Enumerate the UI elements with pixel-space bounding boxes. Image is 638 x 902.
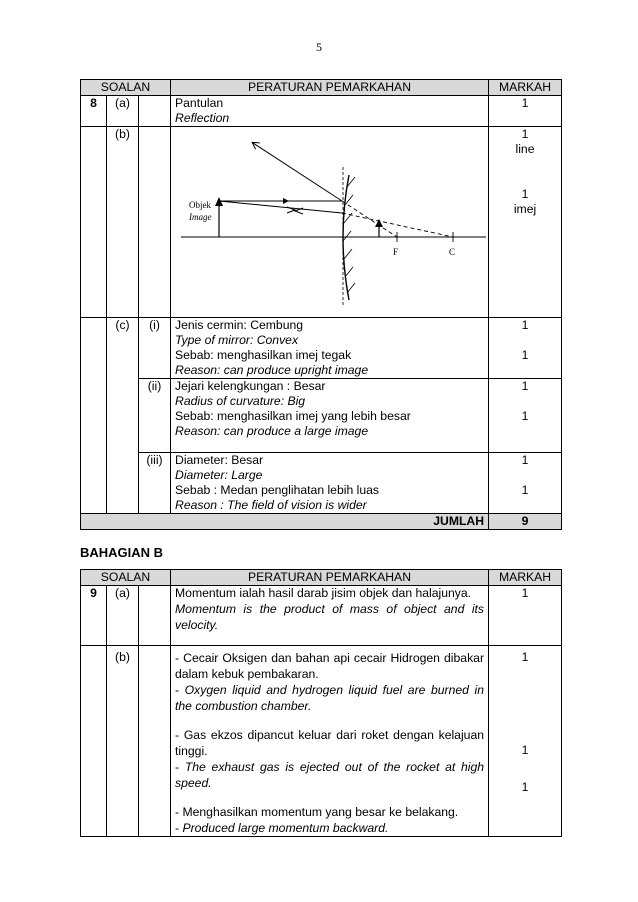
virtual-ray-to-c	[342, 213, 453, 237]
marking-table-section-b	[80, 569, 562, 837]
part-label: (a)	[107, 586, 139, 646]
reflected-ray	[253, 143, 342, 201]
answer-text: - Cecair Oksigen dan bahan api cecair Hidrogen dibakar dalam kebuk pembakaran.	[175, 651, 485, 681]
answer-text-en: Type of mirror: Convex	[175, 333, 299, 347]
answer-text: Sebab : Medan penglihatan lebih luas	[175, 483, 379, 497]
answer-text-en: Momentum is the product of mass of object and its velocity.	[175, 602, 485, 632]
dash: -	[175, 683, 180, 697]
answer-text-en: Diameter: Large	[175, 468, 263, 482]
part-label: (a)	[107, 96, 139, 127]
ray-toward-c	[219, 201, 342, 213]
header-peraturan: PERATURAN PEMARKAHAN	[171, 80, 489, 96]
center-curvature-label: C	[449, 247, 456, 257]
mark-value: 1	[521, 409, 529, 423]
subpart-label: (i)	[139, 318, 171, 379]
part-label: (b)	[107, 127, 139, 318]
image-label: Image	[189, 212, 212, 222]
answer-text: Momentum ialah hasil darab jisim objek dan halajunya.	[175, 586, 472, 600]
answer-text-en: Reason: can produce a large image	[175, 424, 369, 438]
answer-text: Sebab: menghasilkan imej yang lebih besar	[175, 409, 411, 423]
answer-text-en: The exhaust gas is ejected out of the rocket at high speed.	[175, 760, 485, 790]
mark-value: 1	[521, 650, 529, 664]
mark-value: 1	[521, 483, 529, 497]
dash: -	[175, 760, 180, 774]
answer-text: Sebab: menghasilkan imej tegak	[175, 348, 352, 362]
header-soalan: SOALAN	[81, 80, 171, 96]
answer-text: Jenis cermin: Cembung	[175, 318, 304, 332]
mark-value: 1	[521, 453, 529, 467]
mark-value: 1	[521, 318, 529, 332]
answer-text-en: Reason : The field of vision is wider	[175, 498, 367, 512]
answer-text: - Gas ekzos dipancut keluar dari roket dengan kelajuan tinggi.	[175, 728, 485, 758]
answer-text-en: Reflection	[175, 111, 230, 125]
focal-point-label: F	[393, 247, 399, 257]
image-arrow-head	[375, 219, 383, 227]
mark-value: 1	[521, 780, 529, 794]
header-peraturan: PERATURAN PEMARKAHAN	[171, 570, 489, 586]
question-number: 8	[81, 96, 107, 127]
ray-arrow-head	[283, 198, 289, 204]
answer-text-en: Produced large momentum backward.	[182, 821, 389, 835]
subpart-label: (iii)	[139, 453, 171, 514]
part-label: (b)	[107, 646, 139, 837]
mark-value: 1	[521, 379, 529, 393]
part-label: (c)	[107, 318, 139, 379]
mark-value: 1	[489, 96, 562, 127]
page-number: 5	[316, 40, 322, 54]
answer-text-en: Oxygen liquid and hydrogen liquid fuel are burned in the combustion chamber.	[175, 683, 485, 713]
total-value: 9	[489, 514, 562, 530]
section-title: BAHAGIAN B	[80, 545, 164, 560]
dash: -	[175, 821, 180, 835]
ray-diagram-cell	[171, 127, 489, 318]
subpart-label: (ii)	[139, 379, 171, 453]
answer-text-en: Radius of curvature: Big	[175, 394, 306, 408]
header-markah: MARKAH	[489, 570, 562, 586]
answer-text: Jejari kelengkungan : Besar	[175, 379, 326, 393]
answer-text: Diameter: Besar	[175, 453, 264, 467]
mark-value: 1	[521, 743, 529, 757]
answer-text: - Menghasilkan momentum yang besar ke belakang.	[175, 805, 459, 819]
answer-text-en: Reason: can produce upright image	[175, 363, 369, 377]
object-label: Objek	[189, 200, 212, 210]
mark-note: line	[515, 142, 535, 156]
mark-value: 1	[489, 586, 562, 646]
mark-note: imej	[513, 202, 537, 216]
marking-table-section-a	[80, 79, 562, 530]
answer-text: Pantulan	[175, 96, 224, 110]
mark-value: 1	[521, 348, 529, 362]
total-label: JUMLAH	[81, 514, 489, 530]
convex-mirror-ray-diagram	[171, 127, 489, 317]
mark-value: 1	[521, 127, 529, 141]
header-soalan: SOALAN	[81, 570, 171, 586]
mark-value: 1	[521, 187, 529, 201]
question-number: 9	[81, 586, 107, 646]
header-markah: MARKAH	[489, 80, 562, 96]
